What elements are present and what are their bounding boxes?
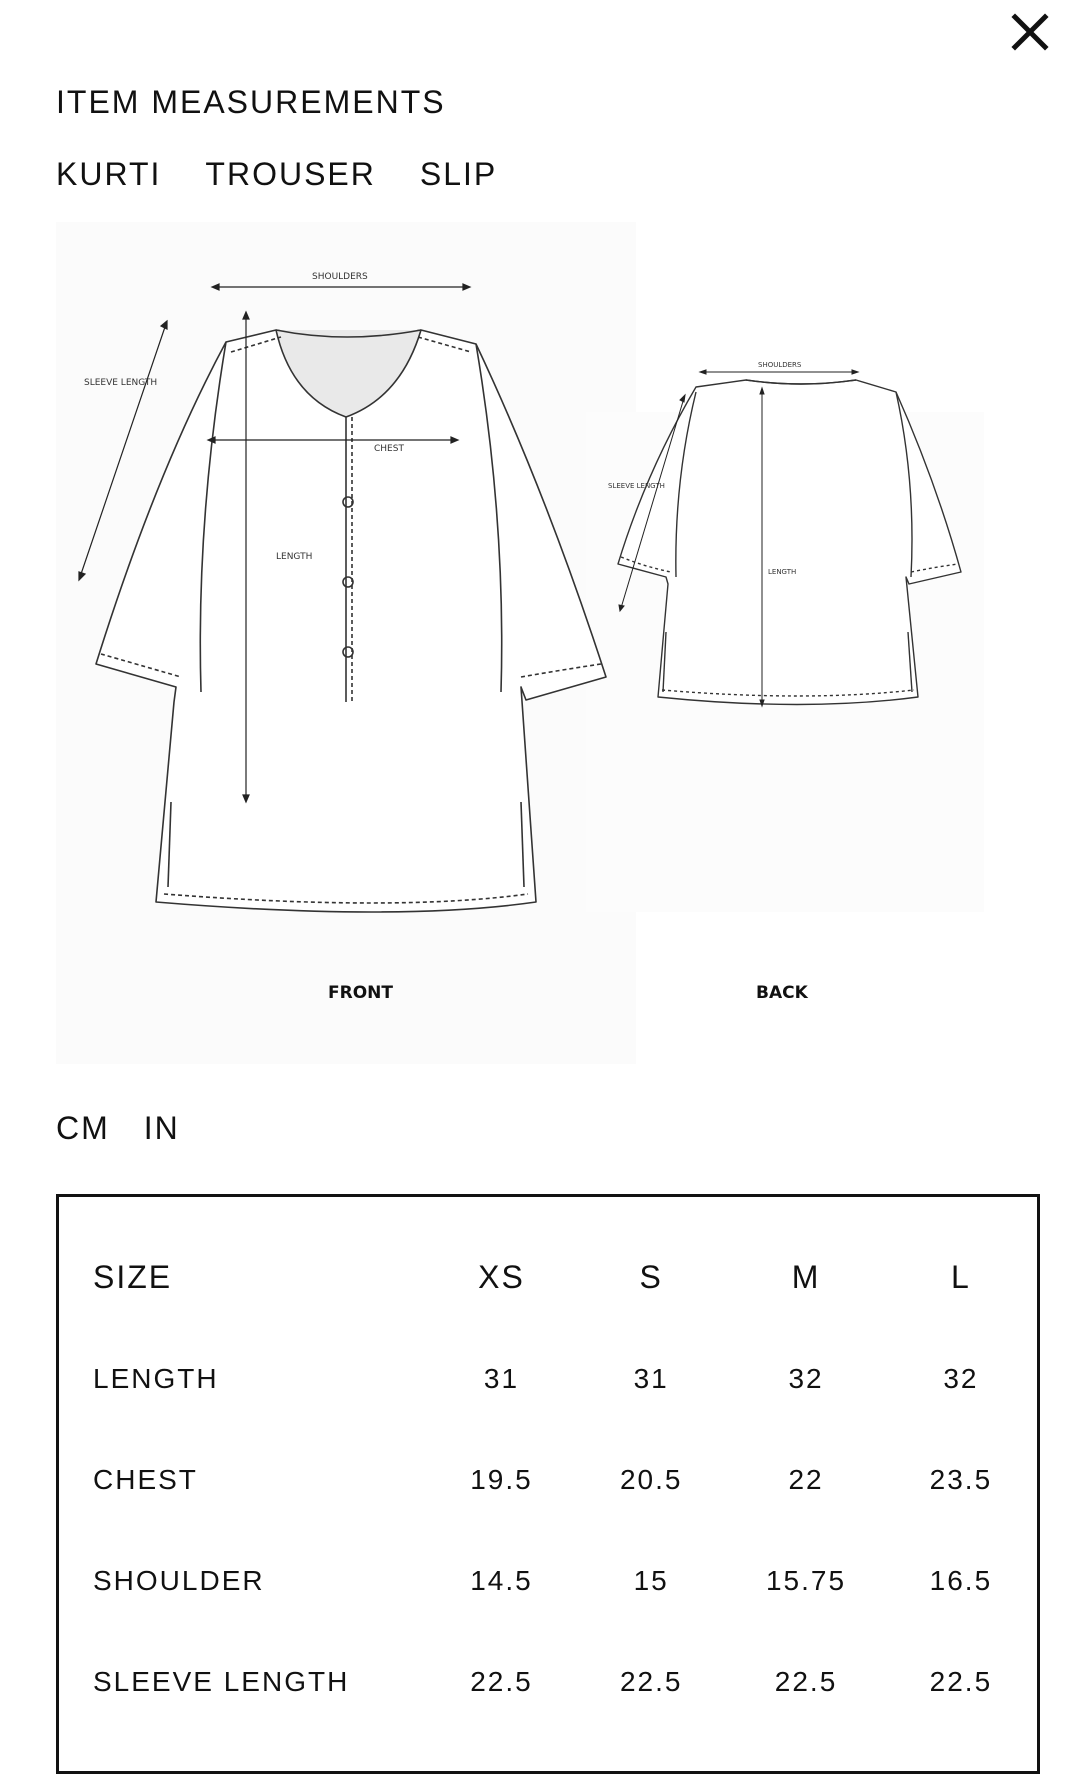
table-header-row — [93, 1227, 1037, 1328]
table-cell: 23.5 — [929, 1463, 993, 1495]
row-label: CHEST — [93, 1463, 198, 1495]
header-m: M — [791, 1259, 821, 1295]
row-label: SHOULDER — [93, 1564, 265, 1596]
modal-title: ITEM MEASUREMENTS — [56, 84, 446, 120]
table-row — [93, 1429, 1037, 1530]
header-l: L — [951, 1259, 971, 1295]
header-s: S — [639, 1259, 663, 1295]
header-xs: XS — [478, 1259, 525, 1295]
size-chart — [56, 1194, 1040, 1774]
back-length-label: LENGTH — [768, 568, 797, 576]
back-label: BACK — [756, 983, 808, 1003]
front-chest-label: CHEST — [374, 444, 404, 454]
table-cell: 14.5 — [470, 1564, 533, 1596]
front-length-label: LENGTH — [276, 552, 313, 562]
table-cell: 32 — [943, 1362, 979, 1394]
garment-tabs — [56, 156, 497, 193]
close-icon — [1008, 10, 1052, 54]
table-cell: 15 — [633, 1564, 669, 1596]
back-shoulders-label: SHOULDERS — [758, 361, 802, 369]
row-label: SLEEVE LENGTH — [93, 1665, 350, 1697]
table-cell: 22.5 — [774, 1665, 838, 1697]
table-cell: 19.5 — [470, 1463, 533, 1495]
tab-trouser[interactable]: TROUSER — [205, 156, 376, 192]
tab-kurti[interactable]: KURTI — [56, 156, 162, 192]
unit-cm[interactable]: CM — [56, 1110, 110, 1146]
unit-toggle — [56, 1110, 180, 1147]
table-row — [93, 1631, 1037, 1732]
table-cell: 16.5 — [929, 1564, 993, 1596]
table-cell: 15.75 — [765, 1564, 847, 1596]
table-cell: 22.5 — [470, 1665, 533, 1697]
table-cell: 32 — [788, 1362, 824, 1394]
kurti-diagram — [56, 222, 984, 1064]
table-cell: 22 — [788, 1463, 824, 1495]
table-row — [93, 1328, 1037, 1429]
measurement-diagram — [56, 222, 984, 1064]
front-label: FRONT — [328, 983, 393, 1003]
table-cell: 31 — [633, 1362, 669, 1394]
front-shoulders-label: SHOULDERS — [312, 272, 368, 282]
table-row — [93, 1530, 1037, 1631]
table-cell: 22.5 — [619, 1665, 683, 1697]
close-button[interactable] — [1008, 10, 1052, 54]
back-sleeve-length-label: SLEEVE LENGTH — [608, 482, 665, 490]
row-label: LENGTH — [93, 1362, 219, 1394]
tab-slip[interactable]: SLIP — [419, 156, 498, 192]
table-cell: 22.5 — [929, 1665, 993, 1697]
front-sleeve-length-label: SLEEVE LENGTH — [84, 378, 158, 388]
table-cell: 20.5 — [619, 1463, 683, 1495]
size-table — [93, 1227, 1037, 1732]
header-size: SIZE — [93, 1259, 173, 1295]
unit-in[interactable]: IN — [143, 1110, 180, 1146]
table-cell: 31 — [483, 1362, 520, 1394]
